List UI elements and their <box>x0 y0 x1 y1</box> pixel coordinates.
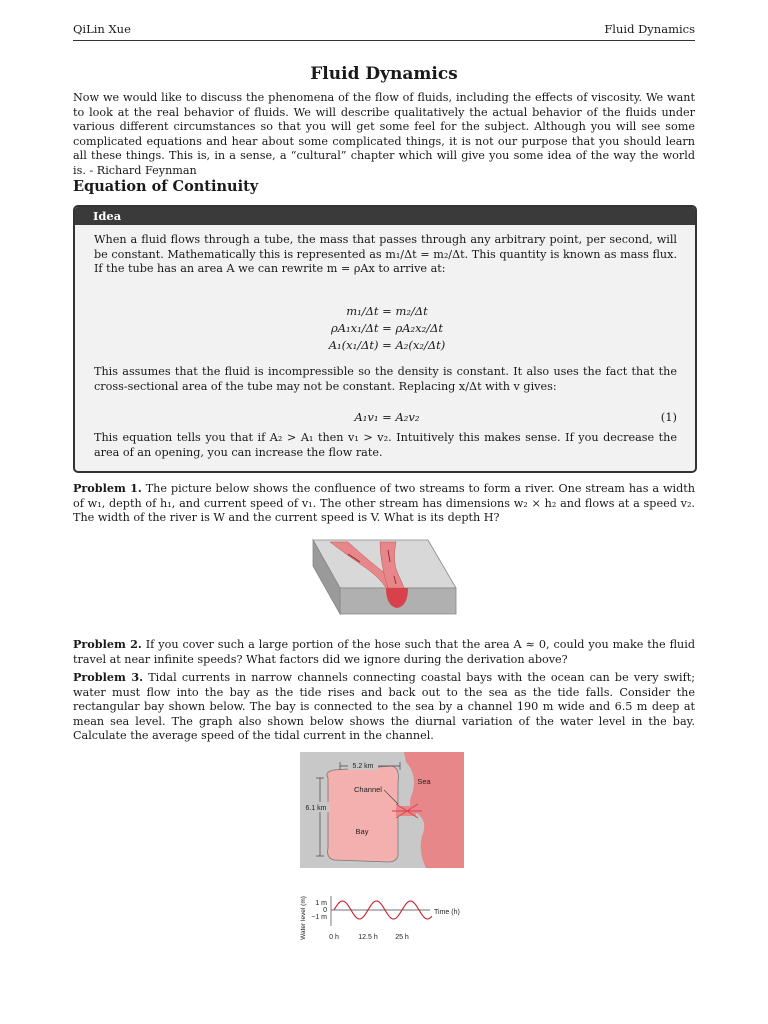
idea-box <box>73 205 697 473</box>
problem-2-text: If you cover such a large portion of the hose such that the area A ≈ 0, could you make the fluid travel at near infinite speeds? What factors did we ignore during the derivation above? <box>73 638 695 666</box>
tide-graph <box>296 884 476 948</box>
idea-box-header <box>75 207 695 225</box>
tide-y-axis-label: Water level (m) <box>300 896 307 940</box>
section-heading: Equation of Continuity <box>73 178 259 195</box>
header-course: Fluid Dynamics <box>604 22 695 36</box>
idea-box-label: Idea <box>93 209 122 223</box>
tide-xtick-1: 12.5 h <box>358 934 378 941</box>
tide-ytick-bot: −1 m <box>311 914 327 921</box>
problem-2-label: Problem 2. <box>73 637 142 651</box>
equation-density-form: ρA₁x₁/Δt = ρA₂x₂/Δt <box>330 321 444 335</box>
channel-label: Channel <box>354 785 382 794</box>
problem-1-text: The picture below shows the confluence of two streams to form a river. One stream has a width of w₁, depth of h₁, and current speed of v₁. The other stream has dimensions w₂ × h₂ and flows at a speed v₂. The width of the river is W and the current speed is V. What is its depth H? <box>73 482 695 525</box>
tide-x-axis-label: Time (h) <box>434 909 460 916</box>
bay-label: Bay <box>355 827 369 836</box>
intro-paragraph: Now we would like to discuss the phenomena of the flow of fluids, including the effects of viscosity. We want to look at the real behavior of fluids. We will describe qualitatively the actual behavior of the fluids under various different circumstances so that you will get some feel for the subject. Although you will see some complicated equations and hear about some complicated things, it is not our purpose that you should learn all these things. This is, in a sense, a “cultural” chapter which will give you some idea of the way the world is. - Richard Feynman <box>73 91 695 177</box>
problem-3-text: Tidal currents in narrow channels connecting coastal bays with the ocean can be very swift; water must flow into the bay as the tide rises and back out to the sea as the tide falls. Consider the rectangular bay shown below. The bay is connected to the sea by a channel 190 m wide and 6.5 m deep at mean sea level. The graph also shown below shows the diurnal variation of the water level in the bay. Calculate the average speed of the tidal current in the channel. <box>73 671 696 743</box>
confluence-illustration <box>308 536 460 624</box>
bay-height-label: 6.1 km <box>305 805 327 812</box>
header-author: QiLin Xue <box>73 22 131 36</box>
idea-paragraph-1: When a fluid flows through a tube, the mass that passes through any arbitrary point, per second, will be constant. Mathematically this is represented as m₁/Δt = m₂/Δt. This quantity is known as mass flux. If the tube has an area A we can rewrite m = ρAx to arrive at: <box>94 233 677 276</box>
problem-3 <box>73 670 695 744</box>
page-title: Fluid Dynamics <box>310 64 458 84</box>
idea-paragraph-3: This equation tells you that if A₂ > A₁ then v₁ > v₂. Intuitively this makes sense. If you decrease the area of an opening, you can increase the flow rate. <box>94 431 677 459</box>
tide-xtick-0: 0 h <box>329 934 339 941</box>
equation-continuity: A₁v₁ = A₂v₂ <box>354 410 420 424</box>
tide-xtick-2: 25 h <box>395 934 409 941</box>
bay-map-figure <box>300 752 464 868</box>
problem-1 <box>73 481 695 526</box>
equation-mass-flux: m₁/Δt = m₂/Δt <box>346 304 428 318</box>
equation-area-form: A₁(x₁/Δt) = A₂(x₂/Δt) <box>328 338 446 352</box>
equation-number: (1) <box>660 410 677 424</box>
bay-width-label: 5.2 km <box>352 763 374 770</box>
problem-2 <box>73 637 695 667</box>
idea-paragraph-2: This assumes that the fluid is incompressible so the density is constant. It also uses the fact that the cross-sectional area of the tube may not be constant. Replacing x/Δt with v gives: <box>94 365 677 393</box>
sea-label: Sea <box>417 777 431 786</box>
running-header <box>73 22 695 41</box>
problem-3-label: Problem 3. <box>73 670 144 684</box>
problem-1-label: Problem 1. <box>73 481 142 495</box>
tide-ytick-mid: 0 <box>323 907 327 914</box>
tide-ytick-top: 1 m <box>315 900 327 907</box>
